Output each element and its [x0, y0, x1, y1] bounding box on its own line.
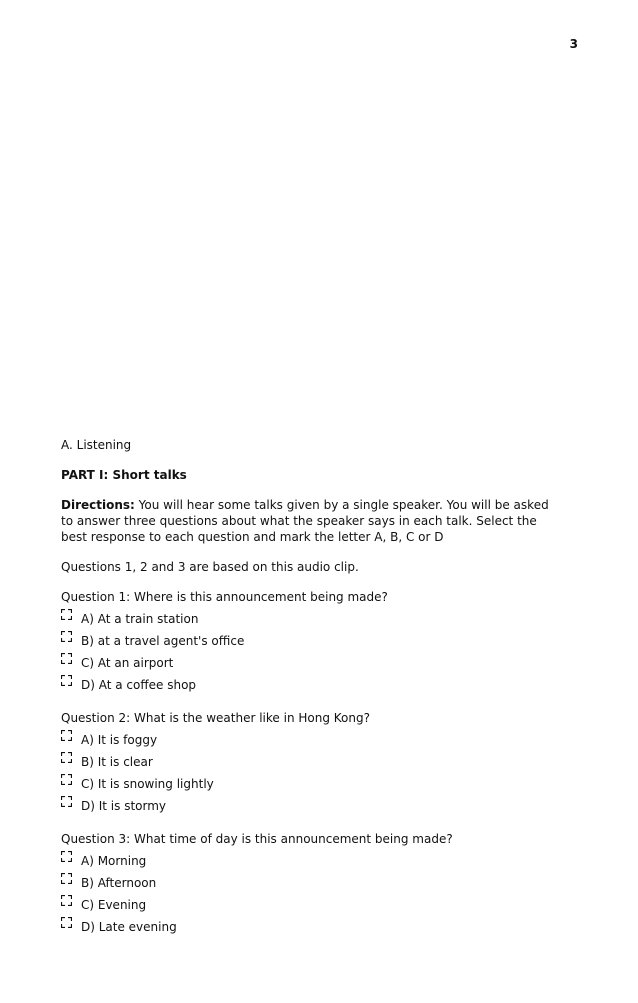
directions-text: You will hear some talks given by a single speaker. You will be asked to answer three questions about what the speaker says in each talk. Select the best response to each question and mark the letter A, B, C or D: [61, 498, 549, 544]
part-title: PART I: Short talks: [61, 468, 187, 482]
listening-section: [61, 437, 561, 952]
option-label: A) It is foggy: [81, 733, 158, 747]
option-label: D) Late evening: [81, 920, 177, 934]
checkbox-icon[interactable]: [61, 609, 72, 620]
option-label: D) It is stormy: [81, 799, 167, 813]
checkbox-icon[interactable]: [61, 752, 72, 763]
checkbox-icon[interactable]: [61, 895, 72, 906]
answer-option-2b[interactable]: [61, 752, 561, 774]
option-label: D) At a coffee shop: [81, 678, 197, 692]
option-label: B) at a travel agent's office: [81, 634, 245, 648]
answer-option-1d[interactable]: [61, 675, 561, 697]
checkbox-icon[interactable]: [61, 796, 72, 807]
checkbox-icon[interactable]: [61, 873, 72, 884]
checkbox-icon[interactable]: [61, 675, 72, 686]
answer-option-3c[interactable]: [61, 895, 561, 917]
directions: [61, 497, 561, 545]
question-1: [61, 589, 561, 697]
checkbox-icon[interactable]: [61, 730, 72, 741]
page-number: 3: [569, 37, 578, 51]
option-label: C) Evening: [81, 898, 147, 912]
answer-option-1a[interactable]: [61, 609, 561, 631]
question-text: Question 3: What time of day is this announcement being made?: [61, 832, 453, 846]
checkbox-icon[interactable]: [61, 631, 72, 642]
option-label: A) Morning: [81, 854, 147, 868]
answer-option-1c[interactable]: [61, 653, 561, 675]
question-text: Question 1: Where is this announcement being made?: [61, 590, 388, 604]
answer-option-2d[interactable]: [61, 796, 561, 818]
questions-intro: Questions 1, 2 and 3 are based on this audio clip.: [61, 560, 359, 574]
question-2: [61, 710, 561, 818]
checkbox-icon[interactable]: [61, 917, 72, 928]
checkbox-icon[interactable]: [61, 851, 72, 862]
option-label: B) It is clear: [81, 755, 153, 769]
option-label: C) It is snowing lightly: [81, 777, 214, 791]
answer-option-1b[interactable]: [61, 631, 561, 653]
answer-option-2a[interactable]: [61, 730, 561, 752]
checkbox-icon[interactable]: [61, 774, 72, 785]
option-label: B) Afternoon: [81, 876, 157, 890]
answer-option-3b[interactable]: [61, 873, 561, 895]
question-3: [61, 831, 561, 939]
section-title: A. Listening: [61, 438, 132, 452]
answer-option-2c[interactable]: [61, 774, 561, 796]
question-text: Question 2: What is the weather like in Hong Kong?: [61, 711, 370, 725]
checkbox-icon[interactable]: [61, 653, 72, 664]
option-label: C) At an airport: [81, 656, 174, 670]
directions-label: Directions:: [61, 498, 135, 512]
answer-option-3a[interactable]: [61, 851, 561, 873]
answer-option-3d[interactable]: [61, 917, 561, 939]
option-label: A) At a train station: [81, 612, 199, 626]
